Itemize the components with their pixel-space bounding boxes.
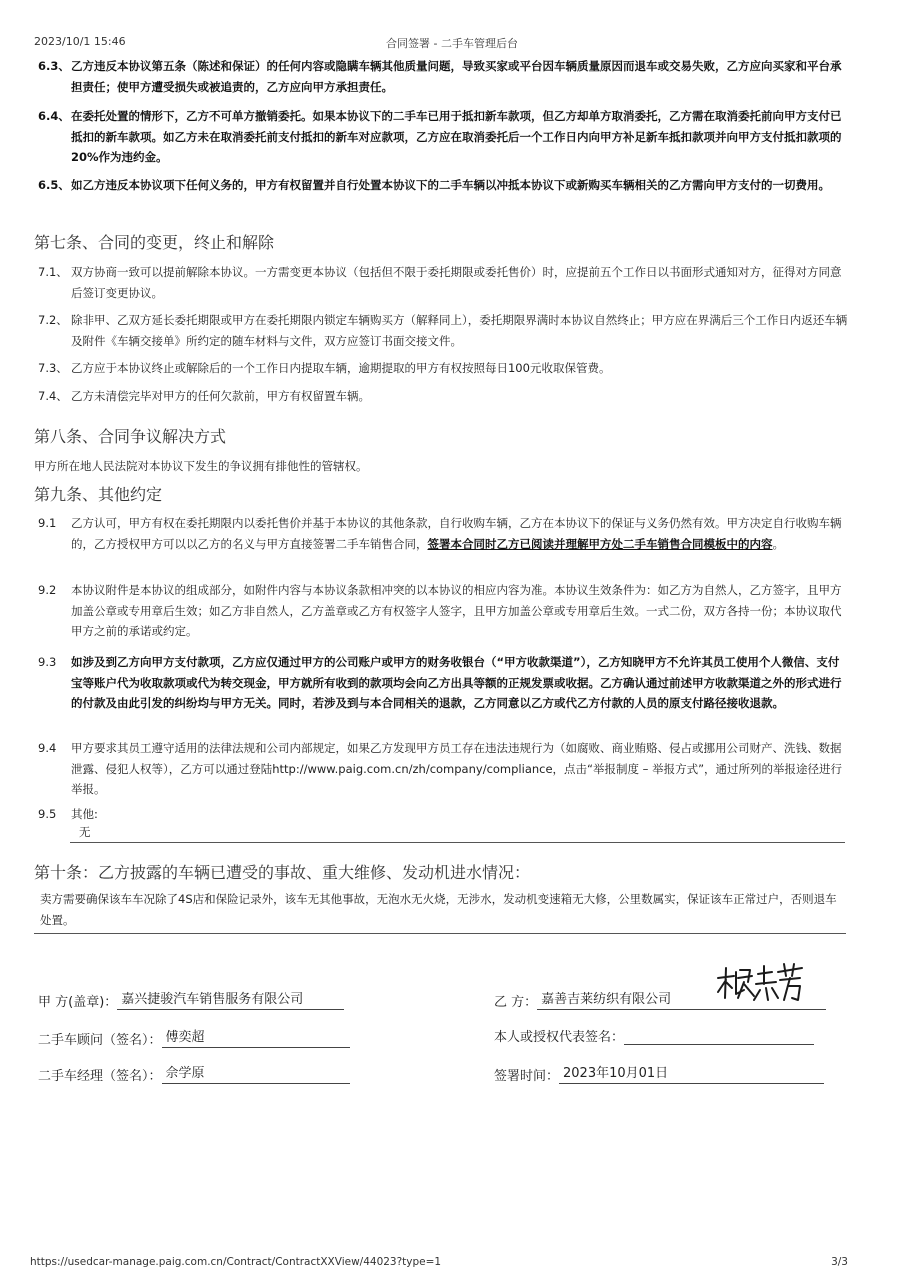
page-url: https://usedcar-manage.paig.com.cn/Contract/ContractXXView/44023?type=1 (30, 1256, 442, 1268)
clause-end-mark: 。 (772, 536, 784, 551)
section-8-title: 第八条、合同争议解决方式 (34, 427, 227, 446)
section-9-title: 第九条、其他约定 (34, 485, 163, 504)
clause-number: 6.3、 (38, 59, 70, 73)
clause-9-3 (38, 652, 848, 714)
clause-number: 6.5、 (38, 178, 70, 192)
signing-date-label: 签署时间： (494, 1069, 560, 1084)
clause-number: 9.2 (38, 583, 57, 597)
other-agreement-field (70, 824, 845, 843)
clause-7-3 (38, 358, 848, 379)
page-number: 3/3 (831, 1256, 848, 1268)
manager-label: 二手车经理（签名）： (38, 1069, 162, 1084)
clause-number: 7.4、 (38, 389, 68, 403)
party-a-label: 甲 方(盖章)： (38, 995, 118, 1010)
clause-text: 乙方未清偿完毕对甲方的任何欠款前，甲方有权留置车辆。 (71, 389, 370, 403)
clause-9-2 (38, 580, 848, 642)
clause-number: 9.5 (38, 807, 57, 821)
clause-text: 除非甲、乙双方延长委托期限或甲方在委托期限内锁定车辆购买方（解释同上），委托期限界满时本协议自然终止；甲方应在界满后三个工作日内返还车辆及附件《车辆交接单》所约定的随车材料与文件，双方应签订书面交接文件。 (71, 313, 848, 348)
representative-signature-field (624, 1027, 814, 1045)
advisor-value: 傅奕超 (162, 1026, 350, 1048)
clause-number: 7.1、 (38, 265, 68, 279)
clause-9-4 (38, 738, 848, 800)
clause-number: 6.4、 (38, 109, 70, 123)
clause-text: 双方协商一致可以提前解除本协议。一方需变更本协议（包括但不限于委托期限或委托售价）时，应提前五个工作日以书面形式通知对方，征得对方同意后签订变更协议。 (71, 265, 842, 300)
clause-6-4 (38, 106, 848, 168)
manager-value: 佘学原 (162, 1062, 350, 1084)
clause-7-1 (38, 262, 848, 303)
party-a-value: 嘉兴捷骏汽车销售服务有限公司 (117, 988, 344, 1010)
clause-text: 甲方要求其员工遵守适用的法律法规和公司内部规定，如果乙方发现甲方员工存在违法违规行为（如腐败、商业贿赂、侵占或挪用公司财产、洗钱、数据泄露、侵犯人权等），乙方可以通过登陆http://www.paig.com.cn/zh/company/compliance，点击“举报制度 – 举报方式”，通过所列的举报途径进行举报。 (71, 741, 843, 796)
clause-7-2 (38, 310, 848, 351)
clause-text: 在委托处置的情形下，乙方不可单方撤销委托。如果本协议下的二手车已用于抵扣新车款项，但乙方却单方取消委托，乙方需在取消委托前向甲方支付已抵扣的新车款项。如乙方未在取消委托前支付抵扣的新车对应款项，乙方应在取消委托后一个工作日内向甲方补足新车抵扣款项并向甲方支付抵扣款项的20%作为违约金。 (71, 109, 842, 164)
clause-number: 9.1 (38, 516, 57, 530)
section-8-text: 甲方所在地人民法院对本协议下发生的争议拥有排他性的管辖权。 (34, 459, 368, 473)
vehicle-disclosure-field (34, 889, 846, 934)
clause-text: 如涉及到乙方向甲方支付款项，乙方应仅通过甲方的公司账户或甲方的财务收银台（“甲方收款渠道”），乙方知晓甲方不允许其员工使用个人微信、支付宝等账户代为收取款项或代为转交现金，甲方就所有收到的款项均会向乙方出具等额的正规发票或收据。乙方确认通过前述甲方收款渠道之外的形式进行的付款及由此引发的纠纷均与甲方无关。同时，若涉及到与本合同相关的退款，乙方同意以乙方或代乙方付款的人员的原支付路径接收退款。 (71, 655, 842, 710)
representative-label: 本人或授权代表签名： (494, 1030, 625, 1045)
manager-row (38, 1062, 350, 1086)
other-agreement-value: 无 (79, 825, 91, 839)
section-10-title: 第十条：乙方披露的车辆已遭受的事故、重大维修、发动机进水情况： (34, 863, 531, 882)
handwritten-signature (714, 962, 806, 1004)
signing-date-value: 2023年10月01日 (559, 1062, 824, 1084)
clause-7-4 (38, 386, 848, 407)
party-b-label: 乙 方： (494, 995, 538, 1010)
print-datetime: 2023/10/1 15:46 (34, 35, 126, 48)
clause-text: 乙方违反本协议第五条（陈述和保证）的任何内容或隐瞒车辆其他质量问题，导致买家或平台因车辆质量原因而退车或交易失败，乙方应向买家和平台承担责任；使甲方遭受损失或被追责的，乙方应向甲方承担责任。 (71, 59, 842, 94)
clause-text: 乙方认可，甲方有权在委托期限内以委托售价并基于本协议的其他条款，自行收购车辆，乙方在本协议下的保证与义务仍然有效。甲方决定自行收购车辆的，乙方授权甲方可以以乙方的名义与甲方直接签署二手车销售合同， (71, 516, 842, 551)
section-7-title: 第七条、合同的变更，终止和解除 (34, 233, 275, 252)
clause-number: 9.3 (38, 655, 57, 669)
clause-number: 9.4 (38, 741, 57, 755)
advisor-row (38, 1026, 350, 1050)
page-title: 合同签署 - 二手车管理后台 (386, 37, 518, 50)
clause-number: 7.2、 (38, 313, 68, 327)
party-a-row (38, 988, 344, 1012)
signing-date-row (494, 1062, 824, 1086)
clause-text: 本协议附件是本协议的组成部分，如附件内容与本协议条款相冲突的以本协议的相应内容为准。本协议生效条件为：如乙方为自然人，乙方签字，且甲方加盖公章或专用章后生效；如乙方非自然人，乙方盖章或乙方有权签字人签字，且甲方加盖公章或专用章后生效。一式二份，双方各持一份；本协议取代甲方之前的承诺或约定。 (71, 583, 842, 638)
clause-text: 如乙方违反本协议项下任何义务的，甲方有权留置并自行处置本协议下的二手车辆以冲抵本协议下或新购买车辆相关的乙方需向甲方支付的一切费用。 (71, 178, 830, 192)
clause-emphasis: 签署本合同时乙方已阅读并理解甲方处二手车销售合同模板中的内容 (427, 536, 773, 551)
clause-9-1 (38, 513, 848, 554)
advisor-label: 二手车顾问（签名）： (38, 1033, 162, 1048)
clause-6-5 (38, 175, 848, 196)
representative-row (494, 1026, 814, 1050)
clause-number: 7.3、 (38, 361, 68, 375)
party-b-value: 嘉善吉莱纺织有限公司 (537, 988, 826, 1010)
clause-label: 其他: (71, 807, 98, 821)
clause-9-5 (38, 804, 848, 825)
vehicle-disclosure-text: 卖方需要确保该车车况除了4S店和保险记录外，该车无其他事故，无泡水无火烧，无涉水，发动机变速箱无大修，公里数属实，保证该车正常过户，否则退车处置。 (40, 892, 837, 927)
clause-6-3 (38, 56, 848, 97)
clause-text: 乙方应于本协议终止或解除后的一个工作日内提取车辆，逾期提取的甲方有权按照每日100元收取保管费。 (71, 361, 611, 375)
